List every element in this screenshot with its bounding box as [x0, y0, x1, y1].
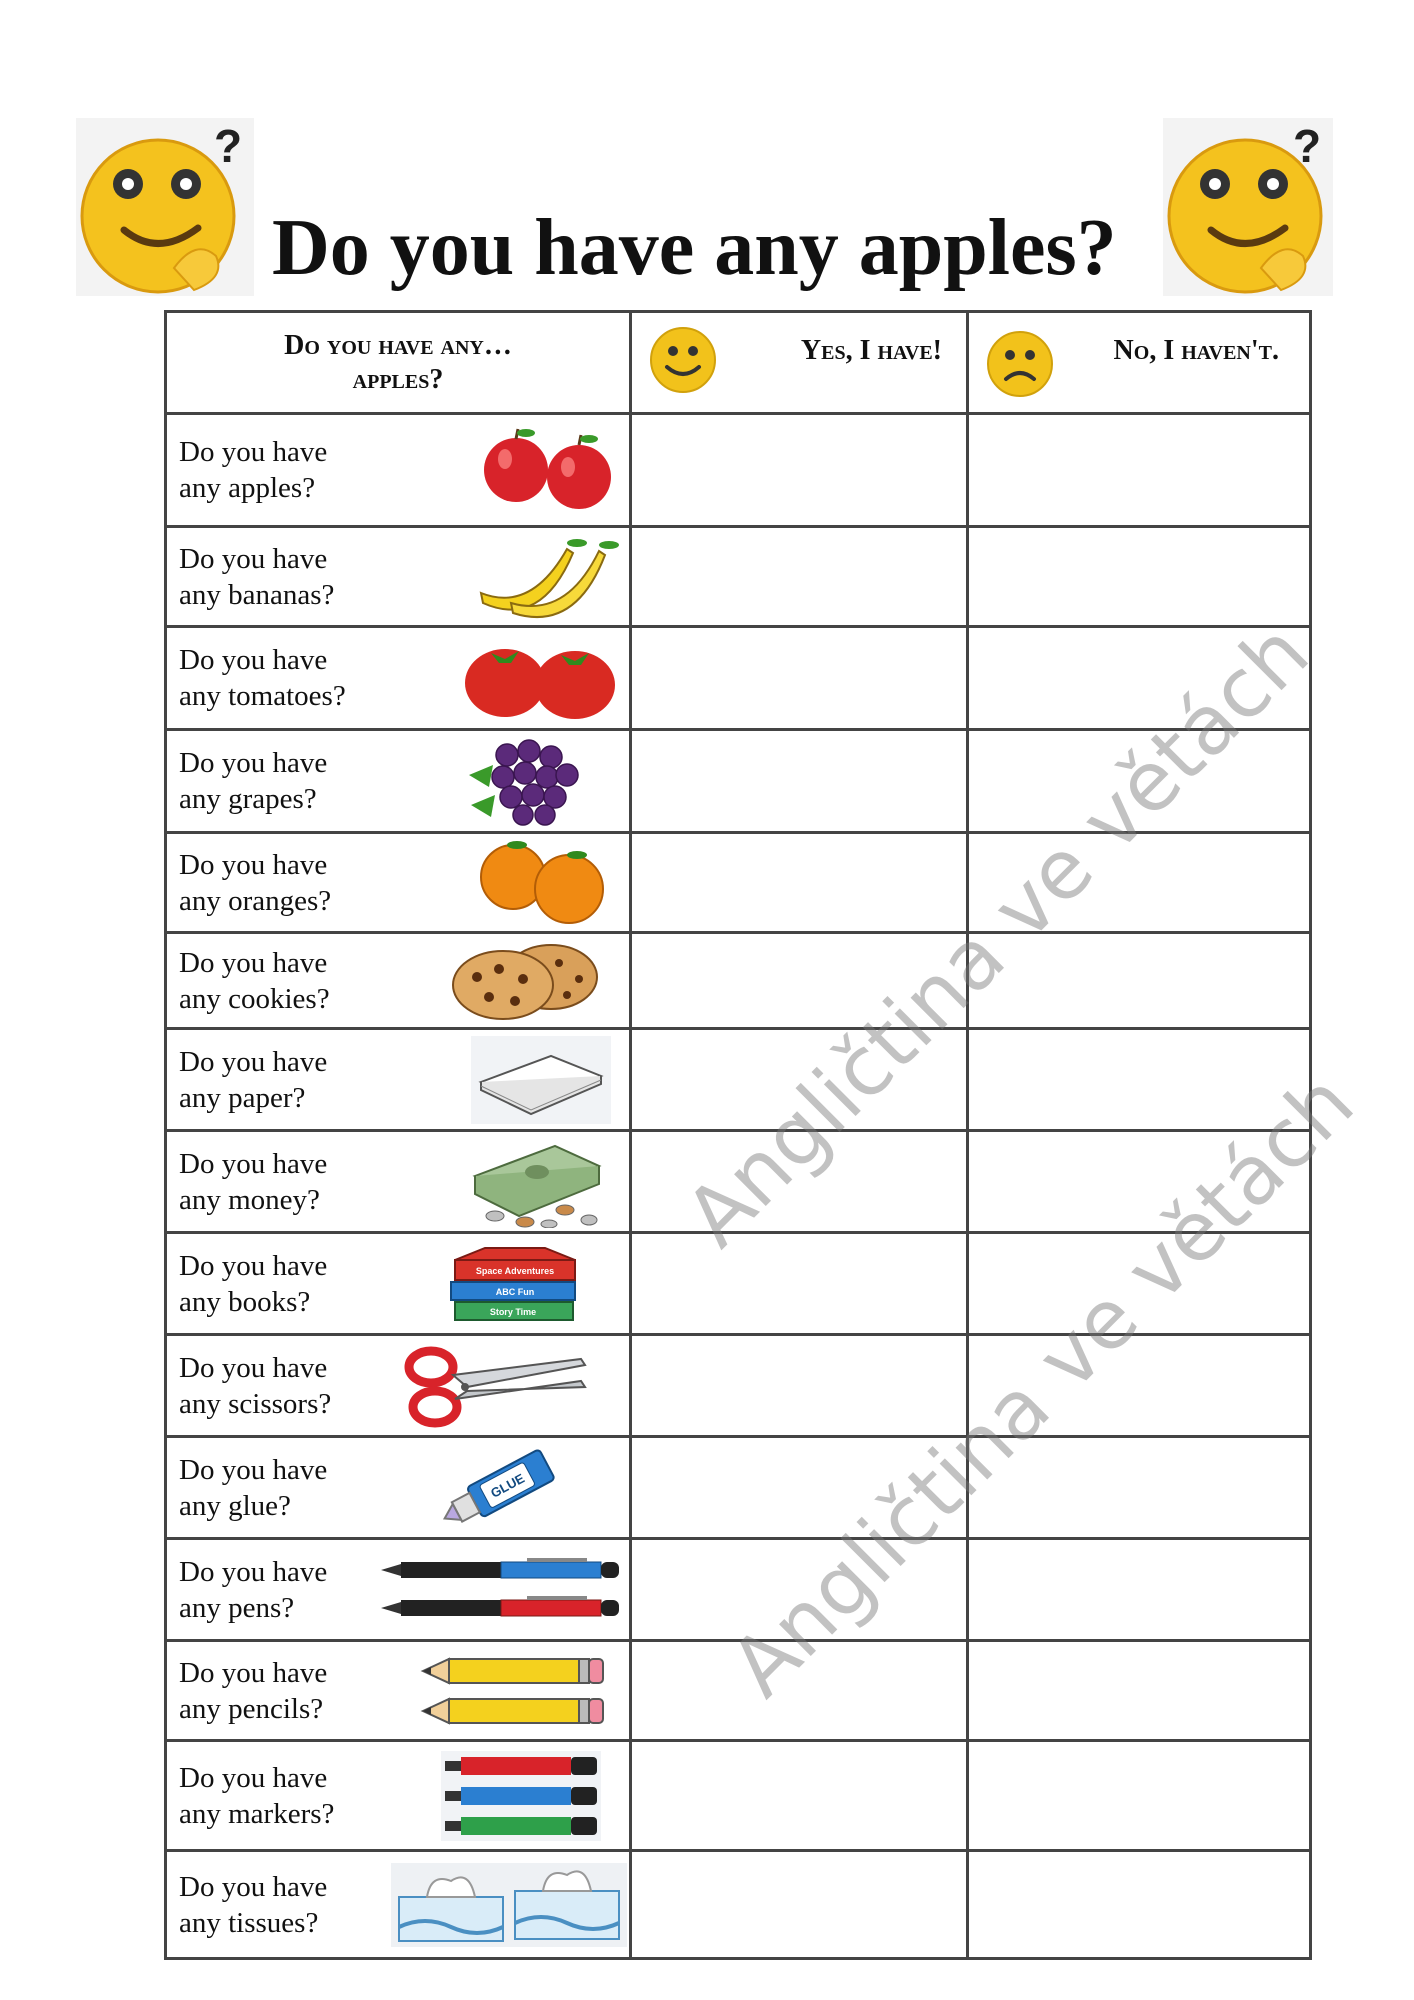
yes-answer-cell[interactable]	[631, 1741, 968, 1851]
question-cell	[166, 1029, 631, 1131]
pens-icon	[377, 1550, 627, 1630]
question-line2: any apples?	[179, 472, 316, 504]
yes-answer-cell[interactable]	[631, 1131, 968, 1233]
no-answer-cell[interactable]	[968, 833, 1311, 933]
apples-icon	[471, 425, 621, 515]
question-line1: Do you have	[179, 1555, 328, 1588]
watermark-upper: Angličtina ve větách	[667, 605, 1328, 1265]
oranges-icon	[477, 837, 607, 929]
no-answer-cell[interactable]	[968, 1539, 1311, 1641]
table-row	[166, 1851, 1311, 1959]
question-line2: any markers?	[179, 1797, 335, 1830]
yes-answer-cell[interactable]	[631, 1335, 968, 1437]
question-line2: any tomatoes?	[179, 680, 346, 712]
table-row	[166, 933, 1311, 1029]
header-yes-label: Yes, I have!	[800, 335, 942, 366]
yes-answer-cell[interactable]	[631, 933, 968, 1029]
no-answer-cell[interactable]	[968, 414, 1311, 527]
no-answer-cell[interactable]	[968, 1335, 1311, 1437]
question-line1: Do you have	[179, 1453, 328, 1486]
thinking-emoji-left-icon	[76, 118, 254, 296]
question-line1: Do you have	[179, 747, 328, 779]
no-answer-cell[interactable]	[968, 1641, 1311, 1741]
table-row	[166, 1641, 1311, 1741]
no-answer-cell[interactable]	[968, 1437, 1311, 1539]
table-row	[166, 1741, 1311, 1851]
question-cell	[166, 1851, 631, 1959]
worksheet-table	[164, 310, 1312, 1960]
grapes-icon	[459, 735, 589, 827]
question-line1: Do you have	[179, 1761, 328, 1794]
yes-answer-cell[interactable]	[631, 1437, 968, 1539]
table-row	[166, 1029, 1311, 1131]
question-line1: Do you have	[179, 436, 328, 468]
yes-answer-cell[interactable]	[631, 1233, 968, 1335]
question-line1: Do you have	[179, 1249, 328, 1282]
yes-answer-cell[interactable]	[631, 1851, 968, 1959]
table-row	[166, 1335, 1311, 1437]
yes-answer-cell[interactable]	[631, 527, 968, 627]
yes-answer-cell[interactable]	[631, 414, 968, 527]
no-answer-cell[interactable]	[968, 730, 1311, 833]
table-row	[166, 1437, 1311, 1539]
header-question	[166, 312, 631, 414]
table-row	[166, 627, 1311, 730]
yes-answer-cell[interactable]	[631, 1539, 968, 1641]
book-title-2: ABC Fun	[495, 1286, 535, 1297]
question-cell	[166, 1641, 631, 1741]
markers-icon	[441, 1751, 601, 1841]
question-line1: Do you have	[179, 1045, 328, 1078]
no-answer-cell[interactable]	[968, 627, 1311, 730]
question-line1: Do you have	[179, 1351, 328, 1384]
yes-answer-cell[interactable]	[631, 1641, 968, 1741]
tissues-icon	[391, 1863, 627, 1947]
question-line2: any paper?	[179, 1081, 306, 1114]
no-answer-cell[interactable]	[968, 1741, 1311, 1851]
question-line2: any cookies?	[179, 982, 330, 1015]
bananas-icon	[471, 533, 621, 621]
no-answer-cell[interactable]	[968, 1029, 1311, 1131]
question-cell	[166, 730, 631, 833]
question-cell	[166, 1233, 631, 1335]
question-line2: any glue?	[179, 1489, 291, 1522]
header-question-line1: Do you have any…	[284, 329, 512, 361]
sad-face-icon	[985, 329, 1055, 399]
question-line1: Do you have	[179, 542, 328, 575]
question-cell	[166, 1131, 631, 1233]
question-line1: Do you have	[179, 644, 328, 676]
no-answer-cell[interactable]	[968, 527, 1311, 627]
question-cell	[166, 1539, 631, 1641]
question-line1: Do you have	[179, 1147, 328, 1180]
table-header-row	[166, 312, 1311, 414]
books-icon	[445, 1244, 585, 1324]
svg-text:?: ?	[214, 120, 243, 172]
no-answer-cell[interactable]	[968, 933, 1311, 1029]
no-answer-cell[interactable]	[968, 1851, 1311, 1959]
no-answer-cell[interactable]	[968, 1233, 1311, 1335]
book-title-1: Space Adventures	[475, 1265, 555, 1276]
glue-icon	[427, 1443, 577, 1533]
question-line2: any scissors?	[179, 1387, 332, 1420]
question-line1: Do you have	[179, 1656, 328, 1689]
question-line2: any bananas?	[179, 578, 335, 611]
table-row	[166, 730, 1311, 833]
question-cell	[166, 833, 631, 933]
question-line1: Do you have	[179, 1870, 328, 1903]
page-title: Do you have any apples?	[272, 204, 1117, 292]
table-row	[166, 414, 1311, 527]
question-cell	[166, 933, 631, 1029]
question-line2: any grapes?	[179, 783, 317, 815]
svg-text:?: ?	[1293, 120, 1322, 172]
question-line2: any money?	[179, 1183, 320, 1216]
watermark-lower: Angličtina ve větách	[712, 1055, 1373, 1715]
yes-answer-cell[interactable]	[631, 627, 968, 730]
table-row	[166, 833, 1311, 933]
thinking-emoji-right-icon	[1163, 118, 1341, 296]
question-line2: any oranges?	[179, 884, 332, 917]
header-no	[968, 312, 1311, 414]
question-line2: any tissues?	[179, 1906, 319, 1939]
glue-label: GLUE	[488, 1470, 528, 1501]
no-answer-cell[interactable]	[968, 1131, 1311, 1233]
question-line2: any pens?	[179, 1591, 295, 1624]
question-cell	[166, 414, 631, 527]
cookies-icon	[447, 939, 607, 1023]
header-question-line2: apples?	[352, 363, 444, 395]
table-row	[166, 1233, 1311, 1335]
table-row	[166, 1131, 1311, 1233]
table-row	[166, 1539, 1311, 1641]
money-icon	[465, 1136, 605, 1228]
yes-answer-cell[interactable]	[631, 730, 968, 833]
question-cell	[166, 527, 631, 627]
question-line1: Do you have	[179, 848, 328, 881]
book-title-3: Story Time	[489, 1306, 537, 1317]
yes-answer-cell[interactable]	[631, 833, 968, 933]
happy-face-icon	[648, 325, 718, 395]
paper-icon	[471, 1036, 611, 1124]
pencils-icon	[419, 1651, 609, 1731]
question-cell	[166, 627, 631, 730]
question-cell	[166, 1741, 631, 1851]
question-line2: any books?	[179, 1285, 311, 1318]
question-cell	[166, 1335, 631, 1437]
table-row	[166, 527, 1311, 627]
question-line1: Do you have	[179, 946, 328, 979]
question-cell	[166, 1437, 631, 1539]
header-no-label: No, I haven't.	[1113, 335, 1279, 366]
question-line2: any pencils?	[179, 1692, 324, 1725]
header-yes	[631, 312, 968, 414]
yes-answer-cell[interactable]	[631, 1029, 968, 1131]
tomatoes-icon	[461, 635, 621, 721]
scissors-icon	[401, 1341, 591, 1431]
